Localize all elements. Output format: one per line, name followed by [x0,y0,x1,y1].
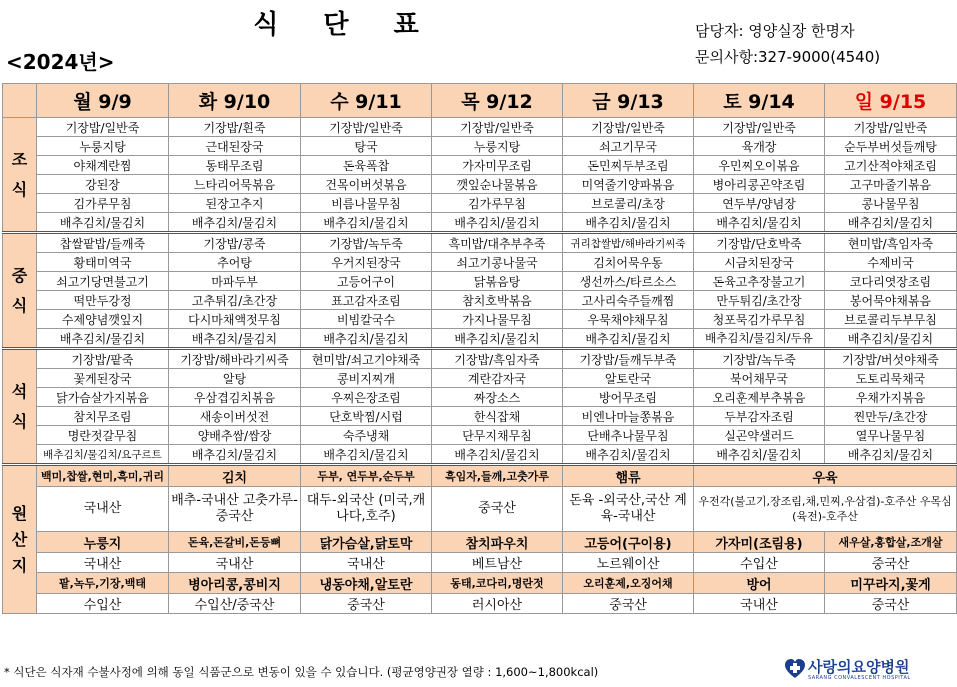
menu-item: 비엔나마늘쫑볶음 [563,407,694,426]
day-header: 월 9/9 [37,84,169,118]
menu-item: 고등어구이 [301,272,432,291]
menu-item: 오리훈제부추볶음 [694,388,825,407]
menu-item: 두부감자조림 [694,407,825,426]
menu-item: 기장밥/일반죽 [432,118,563,137]
cross-heart-icon [784,658,806,680]
menu-item: 된장고추지 [169,194,301,213]
origin-category: 방어 [694,573,825,594]
menu-item: 배추김치/물김치 [169,329,301,349]
origin-value: 배추-국내산 고춧가루-중국산 [169,487,301,532]
origin-category: 김치 [169,465,301,487]
menu-item: 단무지채무침 [432,426,563,445]
menu-item: 알탕 [169,369,301,388]
menu-item: 우민찌오이볶음 [694,156,825,175]
menu-item: 브로콜리두부무침 [825,310,957,329]
day-header: 수 9/11 [301,84,432,118]
menu-item: 동태무조림 [169,156,301,175]
menu-item: 단배추나물무침 [563,426,694,445]
menu-item: 누룽지탕 [37,137,169,156]
menu-item: 추어탕 [169,253,301,272]
menu-item: 배추김치/물김치 [301,213,432,233]
day-header: 금 9/13 [563,84,694,118]
menu-item: 배추김치/물김치 [563,329,694,349]
menu-item: 현미밥/흑임자죽 [825,233,957,253]
menu-item: 수제비국 [825,253,957,272]
origin-value: 돈육 -외국산,국산 계육-국내산 [563,487,694,532]
menu-item: 알토란국 [563,369,694,388]
origin-category: 냉동야채,알토란 [301,573,432,594]
origin-value: 노르웨이산 [563,553,694,573]
menu-item: 비빔칼국수 [301,310,432,329]
menu-item: 배추김치/물김치 [432,213,563,233]
menu-item: 단호박찜/시럽 [301,407,432,426]
menu-item: 김치어묵우동 [563,253,694,272]
origin-value: 러시아산 [432,594,563,614]
menu-item: 우찌은장조림 [301,388,432,407]
menu-item: 고구마줄기볶음 [825,175,957,194]
menu-item: 찹쌀팥밥/들깨죽 [37,233,169,253]
origin-category: 오리훈제,오징어채 [563,573,694,594]
menu-item: 기장밥/일반죽 [563,118,694,137]
menu-item: 건목이버섯볶음 [301,175,432,194]
origin-value: 중국산 [825,553,957,573]
menu-item: 고기산적야채조림 [825,156,957,175]
menu-item: 생선까스/타르소스 [563,272,694,291]
menu-item: 열무나물무침 [825,426,957,445]
menu-item: 느타리어묵볶음 [169,175,301,194]
origin-category: 병아리콩,콩비지 [169,573,301,594]
menu-item: 배추김치/물김치 [301,329,432,349]
menu-item: 청포묵김가루무침 [694,310,825,329]
origin-category: 돈육,돈갈비,돈등뼈 [169,532,301,553]
menu-item: 흑미밥/대추부추죽 [432,233,563,253]
menu-item: 배추김치/물김치 [37,329,169,349]
menu-item: 귀리찹쌀밥/해바라기씨죽 [563,233,694,253]
menu-item: 돈육고추장불고기 [694,272,825,291]
origin-value: 베트남산 [432,553,563,573]
menu-item: 봉어묵야채볶음 [825,291,957,310]
meal-label: 석 식 [3,349,37,465]
menu-item: 우묵채야채무침 [563,310,694,329]
menu-item: 배추김치/물김치 [825,329,957,349]
origin-category: 흑임자,들깨,고춧가루 [432,465,563,487]
origin-value: 국내산 [169,553,301,573]
menu-item: 육개장 [694,137,825,156]
origin-value: 수입산/중국산 [169,594,301,614]
menu-item: 쇠고기무국 [563,137,694,156]
origin-category: 누룽지 [37,532,169,553]
menu-item: 한식잡채 [432,407,563,426]
menu-item: 우삼겹김치볶음 [169,388,301,407]
origin-value: 수입산 [37,594,169,614]
origin-value: 수입산 [694,553,825,573]
menu-item: 쇠고기콩나물국 [432,253,563,272]
menu-item: 표고감자조림 [301,291,432,310]
menu-item: 배추김치/물김치 [563,445,694,465]
menu-item: 계란감자국 [432,369,563,388]
menu-item: 다시마채액젓무침 [169,310,301,329]
corner-cell [3,84,37,118]
menu-item: 배추김치/물김치 [169,213,301,233]
menu-item: 우채가지볶음 [825,388,957,407]
menu-item: 배추김치/물김치 [825,445,957,465]
footer-note: * 식단은 식자재 수불사정에 의해 동일 식품군으로 변동이 있을 수 있습니다. (평균영양권장 열량 : 1,600~1,800kcal) [4,665,599,679]
menu-item: 실곤약샐러드 [694,426,825,445]
origin-value: 중국산 [301,594,432,614]
day-header: 목 9/12 [432,84,563,118]
contact-label: 문의사항:327-9000(4540) [695,48,881,66]
year-label: <2024년> [6,50,115,74]
menu-item: 누룽지탕 [432,137,563,156]
menu-item: 닭볶음탕 [432,272,563,291]
menu-item: 황태미역국 [37,253,169,272]
menu-item: 근대된장국 [169,137,301,156]
origin-category: 고등어(구이용) [563,532,694,553]
menu-item: 숙주냉채 [301,426,432,445]
logo-subtext: SARANG CONVALESCENT HOSPITAL [808,675,911,681]
menu-item: 콩비지찌개 [301,369,432,388]
menu-item: 배추김치/물김치 [563,213,694,233]
menu-item: 참치호박볶음 [432,291,563,310]
origin-value: 국내산 [37,487,169,532]
menu-item: 명란젓갈무침 [37,426,169,445]
day-header: 토 9/14 [694,84,825,118]
menu-item: 만두튀김/초간장 [694,291,825,310]
menu-item: 배추김치/물김치 [825,213,957,233]
day-header: 화 9/10 [169,84,301,118]
meal-label: 조 식 [3,118,37,233]
menu-item: 돈민찌두부조림 [563,156,694,175]
menu-item: 기장밥/일반죽 [37,118,169,137]
menu-item: 고추튀김/초간장 [169,291,301,310]
menu-item: 짜장소스 [432,388,563,407]
menu-item: 배추김치/물김치 [694,445,825,465]
menu-item: 배추김치/물김치 [37,213,169,233]
menu-item: 꽃게된장국 [37,369,169,388]
menu-item: 기장밥/단호박죽 [694,233,825,253]
menu-item: 양배추쌈/쌈장 [169,426,301,445]
menu-item: 배추김치/물김치 [432,329,563,349]
menu-item: 배추김치/물김치 [301,445,432,465]
menu-item: 수제양념깻잎지 [37,310,169,329]
menu-item: 기장밥/일반죽 [301,118,432,137]
menu-item: 북어채무국 [694,369,825,388]
origin-category: 참치파우치 [432,532,563,553]
origin-value: 중국산 [432,487,563,532]
menu-item: 기장밥/녹두죽 [301,233,432,253]
origin-category: 우육 [694,465,957,487]
origin-category: 닭가슴살,닭토막 [301,532,432,553]
meal-label: 중 식 [3,233,37,349]
menu-item: 깻잎순나물볶음 [432,175,563,194]
origin-value: 대두-외국산 (미국,캐나다,호주) [301,487,432,532]
menu-item: 기장밥/팥죽 [37,349,169,369]
origin-label: 원 산 지 [3,465,37,614]
origin-category: 새우살,홍합살,조개살 [825,532,957,553]
menu-item: 김가루무침 [37,194,169,213]
menu-item: 강된장 [37,175,169,194]
menu-item: 우거지된장국 [301,253,432,272]
menu-item: 방어무조림 [563,388,694,407]
menu-item: 돈육폭찹 [301,156,432,175]
menu-item: 도토리묵채국 [825,369,957,388]
menu-item: 기장밥/흑임자죽 [432,349,563,369]
origin-value: 중국산 [563,594,694,614]
origin-value: 국내산 [694,594,825,614]
menu-item: 떡만두강정 [37,291,169,310]
menu-item: 새송이버섯전 [169,407,301,426]
menu-item: 기장밥/들깨두부죽 [563,349,694,369]
day-header: 일 9/15 [825,84,957,118]
menu-item: 기장밥/일반죽 [825,118,957,137]
menu-item: 기장밥/해바라기씨죽 [169,349,301,369]
menu-item: 연두부/양념장 [694,194,825,213]
menu-item: 가자미무조림 [432,156,563,175]
origin-value: 중국산 [825,594,957,614]
menu-item: 기장밥/콩죽 [169,233,301,253]
menu-item: 콩나물무침 [825,194,957,213]
origin-category: 팥,녹두,기장,백태 [37,573,169,594]
menu-item: 기장밥/일반죽 [694,118,825,137]
origin-value: 국내산 [37,553,169,573]
menu-item: 고사리숙주들깨찜 [563,291,694,310]
origin-value: 우전각(불고기,장조림,채,민찌,우삼겹)-호주산 우목심(육전)-호주산 [694,487,957,532]
menu-item: 기장밥/흰죽 [169,118,301,137]
menu-item: 참치무조림 [37,407,169,426]
menu-item: 현미밥/쇠고기야채죽 [301,349,432,369]
origin-value: 국내산 [301,553,432,573]
page-title: 식 단 표 [253,9,437,40]
menu-item: 배추김치/물김치/두유 [694,329,825,349]
origin-category: 햄류 [563,465,694,487]
menu-item: 병아리콩곤약조림 [694,175,825,194]
menu-item: 배추김치/물김치/요구르트 [37,445,169,465]
menu-item: 브로콜리/초장 [563,194,694,213]
menu-item: 미역줄기양파볶음 [563,175,694,194]
menu-item: 비름나물무침 [301,194,432,213]
menu-item: 가지나물무침 [432,310,563,329]
menu-item: 시금치된장국 [694,253,825,272]
menu-item: 코다리엿장조림 [825,272,957,291]
menu-item: 김가루무침 [432,194,563,213]
logo-text: 사랑의요양병원 [808,658,910,676]
origin-category: 미꾸라지,꽃게 [825,573,957,594]
origin-category: 가자미(조림용) [694,532,825,553]
menu-item: 기장밥/버섯야채죽 [825,349,957,369]
menu-item: 쇠고기당면불고기 [37,272,169,291]
menu-item: 순두부버섯들깨탕 [825,137,957,156]
menu-item: 탕국 [301,137,432,156]
origin-category: 백미,찹쌀,현미,흑미,귀리 [37,465,169,487]
manager-label: 담당자: 영양실장 한명자 [695,22,855,40]
origin-category: 두부, 연두부,순두부 [301,465,432,487]
origin-category: 동태,코다리,명란젓 [432,573,563,594]
menu-item: 배추김치/물김치 [432,445,563,465]
menu-item: 배추김치/물김치 [694,213,825,233]
hospital-logo [784,656,954,684]
menu-item: 야채계란찜 [37,156,169,175]
menu-item: 배추김치/물김치 [169,445,301,465]
menu-item: 기장밥/녹두죽 [694,349,825,369]
menu-item: 찐만두/초간장 [825,407,957,426]
menu-table [2,83,957,614]
menu-item: 닭가슴살가지볶음 [37,388,169,407]
menu-item: 마파두부 [169,272,301,291]
